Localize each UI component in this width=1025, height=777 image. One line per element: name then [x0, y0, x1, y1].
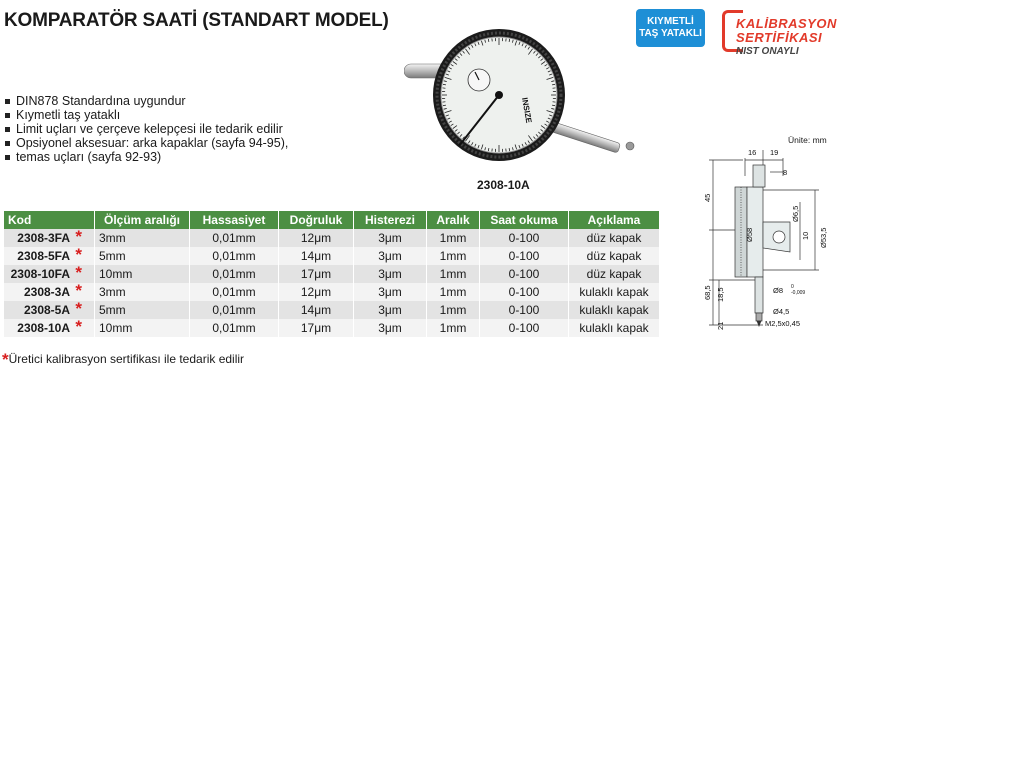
cell-accuracy: 12μm [279, 229, 354, 247]
dim-thread: M2,5x0,45 [765, 319, 801, 328]
cell-code: 2308-5FA * [4, 247, 95, 265]
dim-diameter-53-5: Ø53,5 [819, 227, 828, 248]
cell-resolution: 0,01mm [190, 229, 279, 247]
cell-description: kulaklı kapak [569, 301, 660, 319]
feature-list [4, 94, 288, 164]
star-mark: * [75, 299, 82, 318]
cell-resolution: 0,01mm [190, 265, 279, 283]
table-row [4, 283, 660, 301]
cell-hysteresis: 3μm [354, 319, 427, 337]
gauge-spindle [551, 122, 621, 153]
col-header-description: Açıklama [569, 211, 660, 229]
dial-tick [509, 148, 510, 151]
dim-tolerance-upper: 0 [791, 284, 794, 290]
cell-interval: 1mm [427, 301, 480, 319]
cell-interval: 1mm [427, 265, 480, 283]
cell-accuracy: 17μm [279, 265, 354, 283]
dim-19: 19 [770, 148, 779, 157]
cell-range: 3mm [95, 229, 190, 247]
badge-line-2: TAŞ YATAKLI [639, 28, 702, 39]
dimension-drawing [695, 130, 840, 345]
col-header-reading: Saat okuma [480, 211, 569, 229]
cell-code: 2308-3FA * [4, 229, 95, 247]
cell-reading: 0-100 [480, 319, 569, 337]
cell-accuracy: 17μm [279, 319, 354, 337]
dial-tick [509, 39, 510, 42]
cell-reading: 0-100 [480, 265, 569, 283]
feature-item: Kıymetli taş yataklı [4, 108, 288, 122]
feature-item: DIN878 Standardına uygundur [4, 94, 288, 108]
cell-hysteresis: 3μm [354, 229, 427, 247]
cell-accuracy: 14μm [279, 247, 354, 265]
table-row [4, 229, 660, 247]
dim-tolerance-lower: -0,009 [791, 290, 806, 296]
cell-range: 5mm [95, 301, 190, 319]
cell-hysteresis: 3μm [354, 283, 427, 301]
dim-18-5: 18,5 [716, 287, 725, 302]
dial-gauge-image [404, 28, 649, 163]
calibration-certificate-logo [720, 8, 840, 60]
badge-line-1: KIYMETLİ [647, 16, 694, 27]
dial-tick [488, 148, 489, 151]
cell-resolution: 0,01mm [190, 301, 279, 319]
table-row [4, 319, 660, 337]
cell-description: düz kapak [569, 247, 660, 265]
star-mark: * [75, 245, 82, 264]
col-header-code: Kod [4, 211, 95, 229]
cell-code: 2308-10FA * [4, 265, 95, 283]
col-header-range: Ölçüm aralığı [95, 211, 190, 229]
table-header-row [4, 211, 660, 229]
star-mark: * [75, 317, 82, 336]
dim-diameter-58: Ø58 [745, 227, 754, 242]
logo-line-1: KALİBRASYON [736, 16, 837, 31]
table-row [4, 301, 660, 319]
specifications-table [4, 211, 660, 337]
star-mark: * [75, 281, 82, 300]
dim-diameter-6-5: Ø6,5 [791, 205, 800, 222]
cell-hysteresis: 3μm [354, 247, 427, 265]
col-header-hysteresis: Histerezi [354, 211, 427, 229]
cell-description: düz kapak [569, 229, 660, 247]
cell-range: 10mm [95, 319, 190, 337]
cell-accuracy: 14μm [279, 301, 354, 319]
cell-reading: 0-100 [480, 229, 569, 247]
cell-interval: 1mm [427, 319, 480, 337]
dim-8: 8 [783, 168, 788, 177]
cell-description: düz kapak [569, 265, 660, 283]
table-row [4, 265, 660, 283]
cell-range: 10mm [95, 265, 190, 283]
dial-tick [488, 39, 489, 42]
star-mark: * [75, 227, 82, 246]
col-header-accuracy: Doğruluk [279, 211, 354, 229]
cell-reading: 0-100 [480, 283, 569, 301]
dial-tick [552, 105, 555, 106]
dim-diameter-8: Ø8 [773, 286, 784, 295]
cell-code: 2308-3A * [4, 283, 95, 301]
cell-range: 3mm [95, 283, 190, 301]
feature-item: Limit uçları ve çerçeve kelepçesi ile tedarik edilir [4, 122, 288, 136]
cell-accuracy: 12μm [279, 283, 354, 301]
page-title: KOMPARATÖR SAATİ (STANDART MODEL) [4, 10, 389, 31]
cell-range: 5mm [95, 247, 190, 265]
feature-item: Opsiyonel aksesuar: arka kapaklar (sayfa 94-95), [4, 136, 288, 150]
footnote-star: * [2, 350, 9, 369]
col-header-interval: Aralık [427, 211, 480, 229]
cell-interval: 1mm [427, 283, 480, 301]
dial-tick [552, 84, 555, 85]
dim-45: 45 [703, 193, 712, 202]
dim-16: 16 [748, 148, 757, 157]
gauge-contact-tip [626, 142, 634, 150]
dim-68-5: 68,5 [703, 285, 712, 300]
cell-code: 2308-10A * [4, 319, 95, 337]
cell-interval: 1mm [427, 229, 480, 247]
cell-resolution: 0,01mm [190, 247, 279, 265]
dim-21: 21 [716, 321, 725, 330]
cell-resolution: 0,01mm [190, 319, 279, 337]
cell-hysteresis: 3μm [354, 301, 427, 319]
dim-diameter-4-5: Ø4,5 [773, 307, 790, 316]
product-image-caption: 2308-10A [477, 178, 530, 192]
cell-resolution: 0,01mm [190, 283, 279, 301]
cell-description: kulaklı kapak [569, 319, 660, 337]
logo-line-3: NIST ONAYLI [736, 46, 799, 57]
unit-label: Ünite: mm [788, 135, 827, 145]
star-mark: * [75, 263, 82, 282]
cell-description: kulaklı kapak [569, 283, 660, 301]
dim-10: 10 [801, 231, 810, 240]
table-row [4, 247, 660, 265]
cell-hysteresis: 3μm [354, 265, 427, 283]
col-header-resolution: Hassasiyet [190, 211, 279, 229]
logo-line-2: SERTİFİKASI [736, 30, 823, 45]
feature-item-continuation: temas uçları (sayfa 92-93) [4, 150, 288, 164]
cell-reading: 0-100 [480, 301, 569, 319]
footnote-text: Üretici kalibrasyon sertifikası ile tedarik edilir [8, 352, 245, 366]
dial-tick [443, 84, 446, 85]
cell-code: 2308-5A * [4, 301, 95, 319]
gauge-brand-text: INSIZE [520, 96, 534, 124]
cell-reading: 0-100 [480, 247, 569, 265]
footnote [2, 348, 244, 368]
cell-interval: 1mm [427, 247, 480, 265]
dial-tick [443, 105, 446, 106]
